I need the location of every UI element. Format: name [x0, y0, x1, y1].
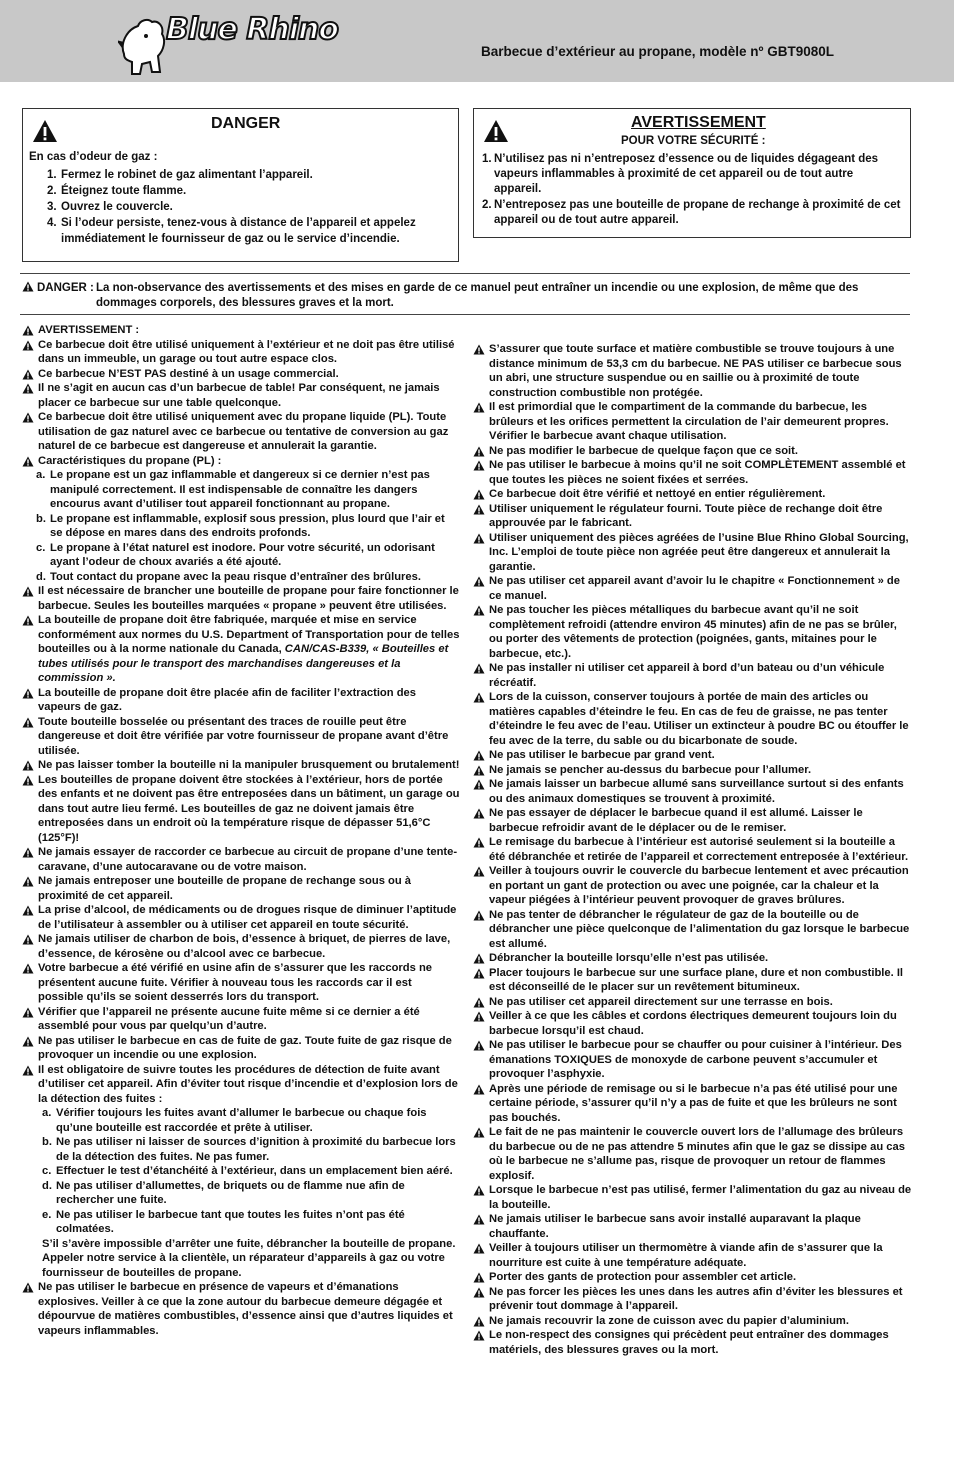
warning-triangle-icon — [22, 963, 34, 974]
item-number: d. — [36, 570, 46, 583]
warning-item-text: Utiliser uniquement le régulateur fourni. Toute pièce de rechange doit être approuvée par le fabricant. — [489, 502, 883, 529]
warning-item — [473, 1212, 913, 1241]
item-text: Ne pas utiliser le barbecue tant que toutes les fuites n’ont pas été colmatées. — [56, 1208, 405, 1235]
warning-item-text: Ne pas toucher les pièces métalliques du barbecue avant qu’il ne soit complètement refroidi (attendre environ 45 minutes) afin de ne pas se brûler, ou porter des vêtements de protection (poignées, gants, mitaines pour le barbecue, etc.). — [489, 604, 897, 660]
warning-item — [473, 1082, 913, 1126]
warning-item-text: Ne jamais recouvrir la zone de cuisson avec du papier d’aluminium. — [489, 1314, 849, 1327]
item-number: 3. — [47, 201, 57, 213]
warning-triangle-icon — [22, 325, 34, 336]
warning-item — [22, 1063, 460, 1107]
list-item — [22, 1135, 460, 1164]
warning-item-text: Ce barbecue N’EST PAS destiné à un usage commercial. — [38, 367, 339, 380]
danger-notice-label — [22, 281, 94, 296]
list-item — [47, 199, 442, 215]
warning-triangle-icon — [22, 905, 34, 916]
danger-box — [22, 108, 459, 262]
warning-triangle-icon — [22, 876, 34, 887]
warning-item — [22, 410, 460, 454]
warning-item-text: Le remisage du barbecue à l’intérieur est autorisé seulement si la bouteille a été débranchée et retirée de l’appareil et correctement entreposée à l’extérieur. — [489, 836, 909, 863]
warning-triangle-icon — [473, 344, 485, 355]
item-text: Éteignez toute flamme. — [61, 185, 187, 197]
list-item — [22, 1208, 460, 1237]
warning-item-text: Utiliser uniquement des pièces agréées de l’usine Blue Rhino Global Sourcing, Inc. L’emploi de toute pièce non agréée peut être dangereux et annulerait la garantie. — [489, 531, 909, 573]
warning-item — [473, 1038, 913, 1082]
danger-heading: DANGER — [211, 115, 281, 132]
warning-triangle-icon — [473, 1214, 485, 1225]
list-item — [22, 1164, 460, 1179]
warning-item-text: Ne jamais entreposer une bouteille de propane de rechange sous ou à proximité de cet appareil. — [38, 875, 412, 902]
list-item — [47, 183, 442, 199]
warnings-right-column — [473, 342, 913, 1357]
warning-triangle-icon — [32, 119, 58, 143]
warning-triangle-icon — [22, 934, 34, 945]
item-number: 2. — [482, 199, 492, 211]
warning-item-text: Ne pas utiliser le barbecue pour se chauffer ou pour cuisiner à l’intérieur. Des émanations TOXIQUES de monoxyde de carbone peuvent s’accumuler et provoquer l’asphyxie. — [489, 1039, 902, 1080]
warning-triangle-icon — [22, 369, 34, 380]
warning-box — [473, 108, 911, 238]
warning-triangle-icon — [473, 1011, 485, 1022]
warning-triangle-icon — [22, 615, 34, 626]
list-item — [482, 152, 902, 197]
csa-standard-text: CAN/CAS-B339, « Bouteilles et tubes utilisés pour le transport des marchandises dangereuses et la commission ». — [38, 643, 449, 684]
warning-triangle-icon — [473, 1316, 485, 1327]
warning-item — [22, 1005, 460, 1034]
warning-triangle-icon — [473, 837, 485, 848]
danger-notice-text — [96, 281, 910, 311]
warning-triangle-icon — [22, 1007, 34, 1018]
warning-item-text: Ne pas utiliser le barbecue à moins qu’il ne soit COMPLÈTEMENT assemblé et que toutes les pièces ne soient fixées et serrées. — [489, 459, 906, 486]
list-item — [22, 1106, 460, 1135]
warning-item-text: Ne pas utiliser le barbecue en cas de fuite de gaz. Toute fuite de gaz risque de provoquer un incendie ou une explosion. — [38, 1034, 452, 1061]
danger-notice-label-text: DANGER : — [37, 282, 94, 294]
warning-item — [473, 458, 913, 487]
warning-item-text: Vérifier que l’appareil ne présente aucune fuite même si ce dernier a été assemblé pour vous par quelqu’un d’autre. — [38, 1005, 420, 1032]
warning-item — [473, 864, 913, 908]
danger-notice-text-span: La non-observance des avertissements et des mises en garde de ce manuel peut entraîner un incendie ou une explosion, de même que des dommages corporels, des blessures graves et la mort. — [96, 282, 859, 309]
warning-triangle-icon — [22, 775, 34, 786]
warning-item-text: La prise d’alcool, de médicaments ou de drogues risque de diminuer l’aptitude de l’utilisateur à assembler ou à utiliser cet appareil en toute sécurité. — [38, 904, 457, 931]
item-text: Ouvrez le couvercle. — [61, 201, 173, 213]
page-header — [0, 0, 954, 82]
warning-item-text: Ne pas forcer les pièces les unes dans les autres afin d’éviter les blessures et prévenir tout dommage à l’appareil. — [489, 1285, 903, 1312]
warning-item — [473, 574, 913, 603]
item-text: Tout contact du propane avec la peau risque d’entraîner des brûlures. — [50, 570, 421, 583]
warning-triangle-icon — [473, 1040, 485, 1051]
warning-item-text: Ne pas modifier le barbecue de quelque façon que ce soit. — [489, 444, 798, 457]
warning-item — [22, 758, 460, 773]
item-text: Vérifier toujours les fuites avant d’allumer le barbecue ou chaque fois qu’une bouteille est raccordée et prête à utiliser. — [56, 1107, 427, 1134]
warning-item — [473, 1241, 913, 1270]
warning-triangle-icon — [22, 586, 34, 597]
warning-item-text: Lors de la cuisson, conserver toujours à portée de main des articles ou matières capables d’éteindre le feu. En cas de feu de graisse, ne pas tenter d’éteindre le feu avec de l’eau. Utiliser un extincteur à poudre BC ou étouffer le feu avec de la terre, du sable ou du bicarbonate de soude. — [489, 691, 909, 747]
warning-item-text: La bouteille de propane doit être fabriquée, marquée et mise en service conformément aux normes du U.S. Department of Transportation pour de telles bouteilles ou à la norme nationale du Canada, — [38, 614, 460, 655]
warning-triangle-icon — [473, 460, 485, 471]
item-number: d. — [42, 1179, 52, 1192]
warning-triangle-icon — [473, 504, 485, 515]
warning-item — [22, 1034, 460, 1063]
item-number: b. — [36, 512, 46, 525]
warning-item-text: Ne pas utiliser le barbecue en présence de vapeurs et d’émanations explosives. Veiller à ce que la zone autour du barbecue demeure dégagée et dépourvue de matières combustibles, d’essence ainsi que d’autres liquides et vapeurs inflammables. — [38, 1281, 453, 1337]
warning-item-text: Lorsque le barbecue n’est pas utilisé, fermer l’alimentation du gaz au niveau de la bouteille. — [489, 1184, 912, 1211]
warning-item — [473, 763, 913, 778]
warning-item — [473, 531, 913, 575]
warnings-heading-text: AVERTISSEMENT : — [38, 324, 140, 336]
warning-triangle-icon — [473, 968, 485, 979]
warning-item — [473, 1285, 913, 1314]
warning-triangle-icon — [22, 1036, 34, 1047]
danger-steps-list — [47, 167, 442, 247]
warning-item-text: Ne pas tenter de débrancher le régulateur de gaz de la bouteille ou de débrancher une pièce quelconque de l’alimentation du gaz lorsque le barbecue est allumé. — [489, 908, 910, 950]
warning-triangle-icon — [22, 688, 34, 699]
warning-triangle-icon — [473, 1330, 485, 1341]
warning-item — [473, 806, 913, 835]
item-number: 4. — [47, 217, 57, 229]
warning-item-text: Ce barbecue doit être vérifié et nettoyé en entier régulièrement. — [489, 488, 826, 500]
warning-item-text: La bouteille de propane doit être placée afin de faciliter l’extraction des vapeurs de gaz. — [38, 686, 416, 713]
warning-triangle-icon — [22, 717, 34, 728]
warning-item — [22, 381, 460, 410]
warning-list — [482, 152, 902, 229]
warning-triangle-icon — [473, 1084, 485, 1095]
document-title: Barbecue d’extérieur au propane, modèle nº GBT9080L — [480, 44, 834, 59]
warning-triangle-icon — [473, 1127, 485, 1138]
warning-triangle-icon — [22, 1065, 34, 1076]
warning-triangle-icon — [473, 910, 485, 921]
warning-item — [473, 502, 913, 531]
item-text: Si l’odeur persiste, tenez-vous à distance de l’appareil et appelez immédiatement le fournisseur de gaz ou le service d’incendie. — [61, 217, 416, 245]
warning-item — [473, 400, 913, 444]
warning-item — [22, 903, 460, 932]
item-text: Effectuer le test d’étanchéité à l’extérieur, dans un emplacement bien aéré. — [56, 1165, 453, 1177]
warning-triangle-icon — [473, 533, 485, 544]
divider — [20, 273, 910, 274]
warning-triangle-icon — [473, 997, 485, 1008]
list-item — [47, 167, 442, 183]
warning-triangle-icon — [473, 1287, 485, 1298]
warning-item — [473, 966, 913, 995]
warning-triangle-icon — [22, 412, 34, 423]
warning-item — [473, 1009, 913, 1038]
warning-triangle-icon — [22, 340, 34, 351]
warning-item — [22, 874, 460, 903]
warning-item-text: Ne pas essayer de déplacer le barbecue quand il est allumé. Laisser le barbecue refroidir avant de le déplacer ou de le remiser. — [489, 807, 863, 834]
warning-item — [473, 1314, 913, 1329]
warning-triangle-icon — [473, 779, 485, 790]
list-item — [482, 198, 902, 228]
warning-triangle-icon — [473, 605, 485, 616]
warning-item-text: Votre barbecue a été vérifié en usine afin de s’assurer que les raccords ne présentent aucune fuite. Vérifier à nouveau tous les raccords car il est possible qu’ils se soient desserrés lors du transport. — [38, 962, 433, 1003]
warning-item-text: Ne pas utiliser le barbecue par grand vent. — [489, 749, 715, 761]
warning-item — [473, 444, 913, 459]
list-item — [22, 541, 460, 570]
warning-item — [473, 1183, 913, 1212]
warning-triangle-icon — [22, 760, 34, 771]
list-item — [47, 215, 442, 247]
warning-item-text: Il ne s’agit en aucun cas d’un barbecue de table! Par conséquent, ne jamais placer ce barbecue sur une table quelconque. — [38, 382, 440, 409]
warning-item-text: Les bouteilles de propane doivent être stockées à l’extérieur, hors de portée des enfants et ne doivent pas être entreposées dans un bâtiment, un garage ou dans tout autre lieu fermé. Les bouteilles de gaz ne doivent jamais être entreposées dans un endroit où la température risque de dépasser 51,6°C (125°F)! — [38, 773, 460, 844]
item-text: Le propane est inflammable, explosif sous pression, plus lourd que l’air et se dépose en mares dans des endroits profonds. — [50, 512, 445, 539]
warning-subheading: POUR VOTRE SÉCURITÉ : — [621, 135, 766, 147]
item-number: b. — [42, 1136, 52, 1148]
warning-item — [473, 995, 913, 1010]
warning-item — [473, 603, 913, 661]
warning-item — [22, 367, 460, 382]
warning-item-text: Après une période de remisage ou si le barbecue n’a pas été utilisé pour une certaine période, s’assurer qu’il n’y a pas de fuite et que les brûleurs ne sont pas bouchés. — [489, 1082, 898, 1124]
warning-item — [473, 342, 913, 400]
warning-triangle-icon — [473, 1243, 485, 1254]
warning-item — [473, 748, 913, 763]
warning-item-text: Porter des gants de protection pour assembler cet article. — [489, 1271, 797, 1283]
warning-item-text: Ne pas utiliser cet appareil avant d’avoir lu le chapitre « Fonctionnement » de ce manuel. — [489, 575, 900, 602]
warning-item — [473, 690, 913, 748]
item-number: 2. — [47, 185, 57, 197]
list-item — [22, 570, 460, 585]
warning-item-text: Caractéristiques du propane (PL) : — [38, 454, 222, 467]
warning-item — [473, 1270, 913, 1285]
warning-item — [473, 1328, 913, 1357]
item-text: Ne pas utiliser d’allumettes, de briquets ou de flamme nue afin de rechercher une fuite. — [56, 1179, 405, 1206]
warning-item — [22, 715, 460, 759]
item-text: N’entreposez pas une bouteille de propane de rechange à proximité de cet appareil ou de tout autre appareil. — [494, 199, 901, 226]
warning-triangle-icon — [473, 663, 485, 674]
warning-item — [473, 908, 913, 952]
warning-item-text: Veiller à toujours utiliser un thermomètre à viande afin de s’assurer que la nourriture est cuite à une température adéquate. — [489, 1242, 883, 1269]
warning-item-text: Ce barbecue doit être utilisé uniquement à l’extérieur et ne doit pas être utilisé dans un immeuble, un garage ou tout autre espace clos. — [38, 338, 455, 365]
warning-triangle-icon — [473, 1272, 485, 1283]
warning-triangle-icon — [473, 446, 485, 457]
divider — [20, 314, 910, 315]
warning-item — [22, 932, 460, 961]
leak-note: S’il s’avère impossible d’arrêter une fuite, débrancher la bouteille de propane. Appeler notre service à la clientèle, un réparateur d’appareils à gaz ou votre fournisseur de bouteilles de propane. — [42, 1237, 456, 1279]
warning-item — [22, 454, 460, 469]
warning-item — [22, 613, 460, 686]
warning-item-text: Ne pas utiliser cet appareil directement sur une terrasse en bois. — [489, 995, 833, 1008]
item-number: c. — [42, 1165, 52, 1177]
warning-triangle-icon — [22, 281, 34, 292]
item-number: a. — [42, 1107, 52, 1119]
warning-triangle-icon — [473, 866, 485, 877]
warning-triangle-icon — [473, 808, 485, 819]
warning-item — [473, 661, 913, 690]
warning-item — [22, 584, 460, 613]
warning-triangle-icon — [473, 576, 485, 587]
warning-item-text: Ne jamais essayer de raccorder ce barbecue au circuit de propane d’une tente-caravane, d’une autocaravane ou de votre maison. — [38, 846, 458, 873]
warning-item-text: Ce barbecue doit être utilisé uniquement avec du propane liquide (PL). Toute utilisation de gaz naturel avec ce barbecue ou tentative de conversion au gaz naturel de ce barbecue est dangereuse et annulerait la garantie. — [38, 411, 449, 452]
warning-triangle-icon — [473, 489, 485, 500]
warning-item — [473, 777, 913, 806]
warning-item — [473, 1125, 913, 1183]
warning-item-text: Ne jamais utiliser le barbecue sans avoir installé auparavant la plaque chauffante. — [489, 1213, 861, 1240]
warning-item — [473, 835, 913, 864]
warning-item-text: Ne jamais se pencher au-dessus du barbecue pour l’allumer. — [489, 763, 812, 776]
warning-item-text: Le fait de ne pas maintenir le couvercle ouvert lors de l’allumage des brûleurs du barbecue ou de ne pas attendre 5 minutes afin que le gaz se dissipe au cas où le barbecue ne s’allume pas, risque de provoquer un retour de flammes explosif. — [489, 1126, 905, 1182]
warning-triangle-icon — [473, 953, 485, 964]
item-text: Le propane à l’état naturel est inodore. Pour votre sécurité, un odorisant ayant l’odeur de choux avariés a été ajouté. — [50, 541, 435, 568]
warning-triangle-icon — [473, 750, 485, 761]
list-item — [22, 468, 460, 512]
warning-triangle-icon — [22, 847, 34, 858]
warning-item-text: Ne jamais utiliser de charbon de bois, d’essence à briquet, de pierres de lave, d’essence, de kérosène ou d’alcool avec ce barbecue. — [38, 933, 451, 960]
warnings-left-column — [22, 323, 460, 1338]
item-number: 1. — [47, 169, 57, 181]
warning-item-text: S’assurer que toute surface et matière combustible se trouve toujours à une distance minimum de 53,3 cm du barbecue. NE PAS utiliser ce barbecue sous un abri, une structure suspendue ou en saillie ou à proximité de toute construction combustible non protégée. — [489, 343, 902, 399]
item-number: c. — [36, 541, 46, 554]
warning-item — [473, 487, 913, 502]
warning-item-text: Ne pas installer ni utiliser cet appareil à bord d’un bateau ou d’un véhicule récréatif. — [489, 662, 885, 689]
warning-item-text: Il est nécessaire de brancher une bouteille de propane pour faire fonctionner le barbecue. Seules les bouteilles marquées « propane » peuvent être utilisées. — [38, 585, 459, 612]
warning-item-text: Ne pas laisser tomber la bouteille ni la manipuler brusquement ou brutalement! — [38, 759, 460, 771]
warning-item — [22, 773, 460, 846]
warning-triangle-icon — [473, 1185, 485, 1196]
warning-item-text: Toute bouteille bosselée ou présentant des traces de rouille peut être dangereuse et doit être vérifiée par votre fournisseur de propane avant d’être utilisée. — [38, 715, 449, 757]
warning-triangle-icon — [22, 456, 34, 467]
warning-item-text: Veiller à toujours ouvrir le couvercle du barbecue lentement et avec précaution en portant un gant de protection ou avec une poignée, car la chaleur et la vapeur piégées à l’intérieur peuvent provoquer de graves brûlures. — [489, 865, 909, 906]
warning-item — [22, 961, 460, 1005]
item-number: 1. — [482, 153, 492, 165]
warning-item-text: Veiller à ce que les câbles et cordons électriques demeurent toujours loin du barbecue lorsqu’il est chaud. — [489, 1010, 897, 1037]
warning-item-text: Il est primordial que le compartiment de la commande du barbecue, les brûleurs et les orifices permettent la circulation de l’air demeurent propres. Vérifier le barbecue avant chaque utilisation. — [489, 401, 889, 442]
list-item — [22, 512, 460, 541]
warning-triangle-icon — [473, 765, 485, 776]
warning-item-text: Débrancher la bouteille lorsqu’elle n’est pas utilisée. — [489, 952, 769, 964]
warning-heading: AVERTISSEMENT — [631, 114, 766, 131]
warnings-heading — [22, 323, 460, 338]
warning-triangle-icon — [473, 692, 485, 703]
item-text: Fermez le robinet de gaz alimentant l’appareil. — [61, 169, 313, 181]
warning-item-text: Ne jamais laisser un barbecue allumé sans surveillance surtout si des enfants ou des animaux domestiques se trouvent à proximité. — [489, 778, 904, 805]
warning-triangle-icon — [483, 119, 509, 143]
warning-triangle-icon — [473, 402, 485, 413]
warning-item — [22, 338, 460, 367]
item-text: Le propane est un gaz inflammable et dangereux si ce dernier n’est pas manipulé correctement. Il est indispensable de connaître les dangers encourus avant d’utiliser tout appareil fonctionnant au propane. — [50, 469, 430, 510]
list-item — [22, 1179, 460, 1208]
item-text: N’utilisez pas ni n’entreposez d’essence ou de liquides dégageant des vapeurs inflammables à proximité de cet appareil ou de tout autre appareil. — [494, 153, 879, 195]
warning-triangle-icon — [22, 1282, 34, 1293]
warning-item-text: Il est obligatoire de suivre toutes les procédures de détection de fuite avant d’utiliser cet appareil. Afin d’éviter tout risque d’incendie et d’explosion lors de la détection des fuites : — [38, 1063, 458, 1105]
warning-item-text: Le non-respect des consignes qui précèdent peut entraîner des dommages matériels, des blessures graves ou la mort. — [489, 1329, 889, 1356]
logo-wordmark: Blue Rhino — [166, 12, 339, 47]
item-text: Ne pas utiliser ni laisser de sources d’ignition à proximité du barbecue lors de la détection des fuites. Ne pas fumer. — [56, 1136, 456, 1163]
warning-item — [22, 686, 460, 715]
warning-item — [22, 845, 460, 874]
warning-item — [22, 1280, 460, 1338]
warning-item-text: Placer toujours le barbecue sur une surface plane, dure et non combustible. Il est déconseillé de le placer sur un revêtement bitumineux. — [489, 966, 904, 993]
item-number: e. — [42, 1208, 52, 1221]
warning-item — [473, 951, 913, 966]
danger-intro: En cas d’odeur de gaz : — [29, 151, 158, 163]
item-number: a. — [36, 469, 46, 481]
warning-triangle-icon — [22, 383, 34, 394]
